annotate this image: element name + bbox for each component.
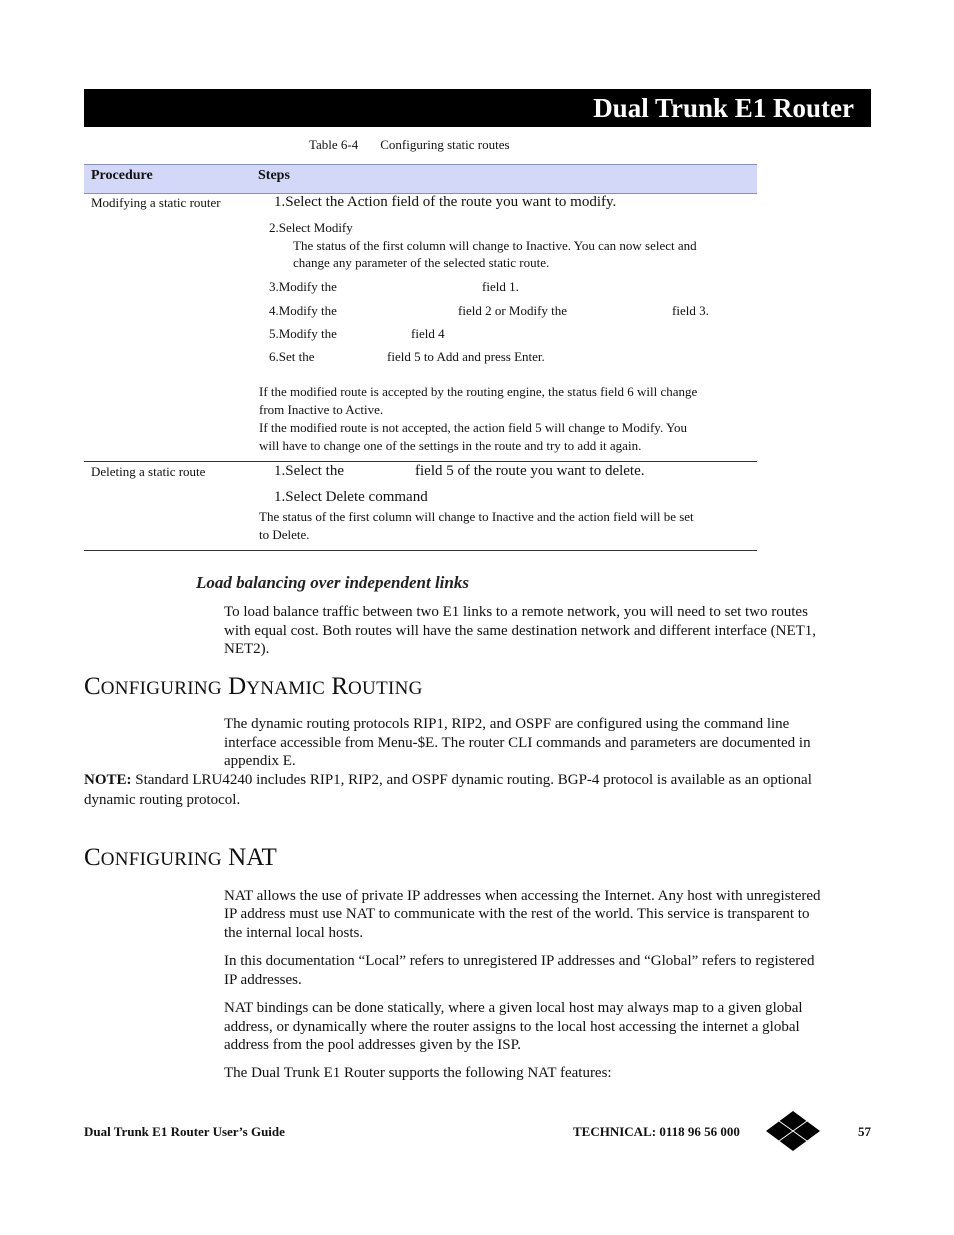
nat-p1-line-3: the internal local hosts. (224, 925, 364, 941)
modify-step-4-label: 4.Modify the (269, 303, 337, 318)
modify-note-line-2: from Inactive to Active. (259, 402, 384, 417)
note-label: NOTE: (84, 772, 132, 788)
load-balancing-line-1: To load balance traffic between two E1 links to a remote network, you will need to set two routes (224, 604, 808, 620)
table-bottom-rule (84, 550, 757, 551)
nat-p3-line-3: address from the pool addresses given by the ISP. (224, 1037, 522, 1053)
modify-step-5-field: field 4 (411, 326, 445, 341)
delete-desc-line-2: to Delete. (259, 527, 310, 542)
footer-technical-phone: TECHNICAL: 0118 96 56 000 (573, 1124, 740, 1139)
static-routes-table (84, 164, 757, 194)
page-number: 57 (858, 1124, 871, 1139)
subheading-load-balancing: Load balancing over independent links (196, 573, 469, 592)
nat-p2-line-2: IP addresses. (224, 972, 302, 988)
modify-step-3-field: field 1. (482, 279, 519, 294)
procedure-modify: Modifying a static router (91, 195, 221, 210)
dynamic-note-line-2: dynamic routing protocol. (84, 792, 241, 808)
dynamic-line-3: appendix E. (224, 753, 296, 769)
nat-p3-line-2: address, or dynamically where the router assigns to the local host accessing the internet a global (224, 1019, 800, 1035)
modify-note-line-1: If the modified route is accepted by the routing engine, the status field 6 will change (259, 384, 698, 399)
nat-p4: The Dual Trunk E1 Router supports the following NAT features: (224, 1065, 612, 1081)
modify-step-4-field-b: field 3. (672, 303, 709, 318)
dynamic-note (84, 772, 812, 789)
delete-step-1-label: 1.Select the (274, 463, 344, 479)
modify-step-2-desc-line-2: change any parameter of the selected static route. (293, 255, 550, 270)
table-caption (309, 137, 510, 153)
modify-note-line-4: will have to change one of the settings in the route and try to add it again. (259, 438, 642, 453)
modify-step-2-desc-line-1: The status of the first column will change to Inactive. You can now select and (293, 238, 697, 253)
column-header-steps: Steps (258, 168, 290, 183)
title-letter: C (84, 673, 101, 700)
section-title-nat (84, 844, 277, 872)
title-word: OUTING (348, 678, 423, 699)
nat-p2-line-1: In this documentation “Local” refers to unregistered IP addresses and “Global” refers to registered (224, 953, 815, 969)
note-text-line-1: Standard LRU4240 includes RIP1, RIP2, and OSPF dynamic routing. BGP-4 protocol is available as an optional (131, 772, 812, 788)
modify-step-6-label: 6.Set the (269, 349, 315, 364)
title-word: YNAMIC (246, 678, 326, 699)
section-title-dynamic-routing (84, 673, 423, 701)
load-balancing-line-3: NET2). (224, 641, 270, 657)
title-word: ONFIGURING (100, 678, 222, 699)
procedure-delete: Deleting a static route (91, 464, 206, 479)
dynamic-line-2: interface accessible from Menu-$E. The router CLI commands and parameters are documented in (224, 735, 811, 751)
title-letter: D (228, 673, 247, 700)
delete-desc-line-1: The status of the first column will change to Inactive and the action field will be set (259, 509, 694, 524)
modify-step-5-label: 5.Modify the (269, 326, 337, 341)
table-row-divider (84, 461, 757, 462)
modify-step-1: 1.Select the Action field of the route you want to modify. (274, 194, 617, 210)
nat-p1-line-1: NAT allows the use of private IP addresses when accessing the Internet. Any host with unregistered (224, 888, 821, 904)
modify-step-6-field: field 5 to Add and press Enter. (387, 349, 545, 364)
footer-guide-title: Dual Trunk E1 Router User’s Guide (84, 1124, 285, 1139)
table-caption-number: Table 6-4 (309, 137, 359, 152)
load-balancing-line-2: with equal cost. Both routes will have the same destination network and different interface (NET1, (224, 623, 817, 639)
table-caption-title: Configuring static routes (380, 137, 510, 152)
header-bar (84, 89, 871, 127)
black-box-logo-icon (765, 1110, 821, 1152)
delete-step-2: 1.Select Delete command (274, 489, 428, 505)
modify-step-4-field-a: field 2 or Modify the (458, 303, 568, 318)
page-header-title: Dual Trunk E1 Router (593, 93, 854, 123)
title-letter: C (84, 844, 101, 871)
modify-note-line-3: If the modified route is not accepted, the action field 5 will change to Modify. You (259, 420, 688, 435)
dynamic-line-1: The dynamic routing protocols RIP1, RIP2, and OSPF are configured using the command line (224, 716, 790, 732)
table-header-row (84, 164, 757, 194)
modify-step-3-label: 3.Modify the (269, 279, 337, 294)
column-header-procedure: Procedure (91, 168, 153, 183)
title-letter: R (331, 673, 349, 700)
delete-step-1-field: field 5 of the route you want to delete. (415, 463, 645, 479)
title-word: ONFIGURING (100, 849, 222, 870)
nat-p3-line-1: NAT bindings can be done statically, where a given local host may always map to a given global (224, 1000, 803, 1016)
modify-step-2: 2.Select Modify (269, 220, 353, 235)
nat-p1-line-2: IP address must use NAT to communicate with the rest of the world. This service is transparent to (224, 906, 810, 922)
title-word-nat: NAT (228, 844, 277, 871)
